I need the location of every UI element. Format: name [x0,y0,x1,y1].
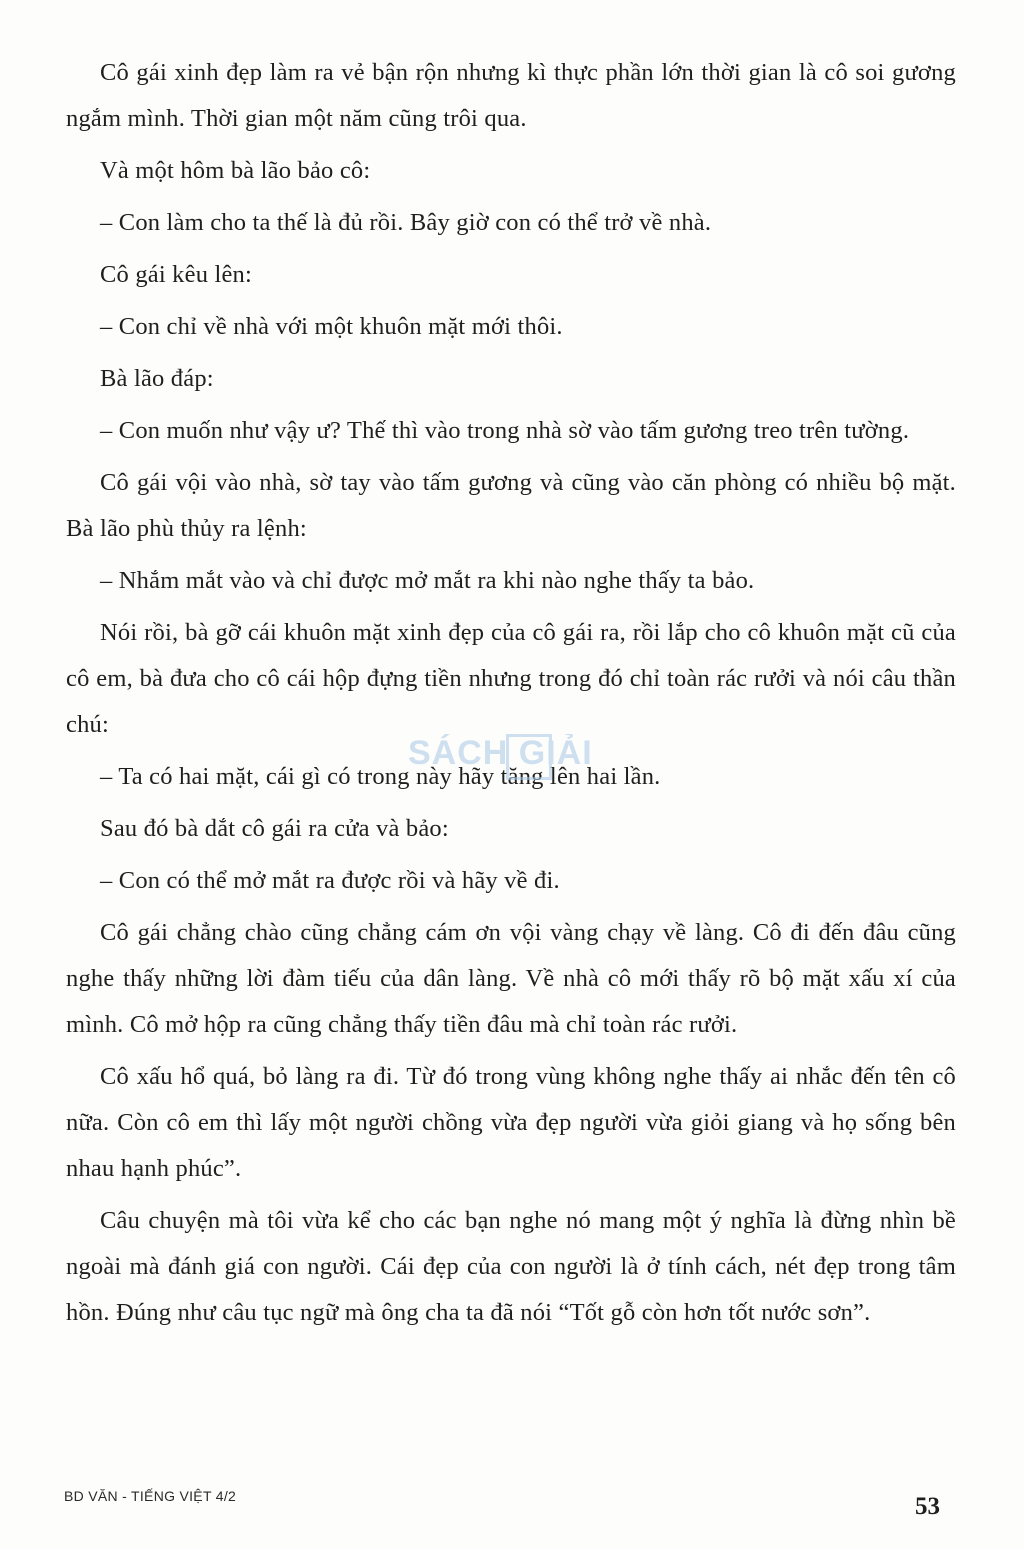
paragraph: Cô gái xinh đẹp làm ra vẻ bận rộn nhưng kì thực phần lớn thời gian là cô soi gương ngắm mình. Thời gian một năm cũng trôi qua. [66,59,956,132]
dialogue-line: – Con muốn như vậy ư? Thế thì vào trong nhà sờ vào tấm gương treo trên tường. [100,417,910,444]
paragraph: Cô gái vội vào nhà, sờ tay vào tấm gương và cũng vào căn phòng có nhiều bộ mặt. Bà lão phù thủy ra lệnh: [66,469,956,542]
story-text [66,50,956,1342]
dialogue-line: – Ta có hai mặt, cái gì có trong này hãy tăng lên hai lần. [100,763,661,790]
page-number: 53 [915,1493,940,1520]
paragraph: Sau đó bà dắt cô gái ra cửa và bảo: [100,815,449,842]
paragraph: Cô gái chẳng chào cũng chẳng cám ơn vội vàng chạy về làng. Cô đi đến đâu cũng nghe thấy những lời đàm tiếu của dân làng. Về nhà cô mới thấy rõ bộ mặt xấu xí của mình. Cô mở hộp ra cũng chẳng thấy tiền đâu mà chỉ toàn rác rưởi. [66,919,956,1038]
footer-book-label: BD VĂN - TIẾNG VIỆT 4/2 [64,1488,237,1504]
dialogue-line: – Con có thể mở mắt ra được rồi và hãy về đi. [100,867,560,894]
dialogue-line: – Con làm cho ta thế là đủ rồi. Bây giờ con có thể trở về nhà. [100,209,712,236]
paragraph: Và một hôm bà lão bảo cô: [100,157,371,184]
paragraph: Câu chuyện mà tôi vừa kể cho các bạn nghe nó mang một ý nghĩa là đừng nhìn bề ngoài mà đánh giá con người. Cái đẹp của con người là ở tính cách, nét đẹp trong tâm hồn. Đúng như câu tục ngữ mà ông cha ta đã nói “Tốt gỗ còn hơn tốt nước sơn”. [66,1207,956,1326]
watermark-logo [408,734,618,788]
dialogue-line: – Con chỉ về nhà với một khuôn mặt mới thôi. [100,313,563,340]
paragraph: Cô xấu hổ quá, bỏ làng ra đi. Từ đó trong vùng không nghe thấy ai nhắc đến tên cô nữa. Còn cô em thì lấy một người chồng vừa đẹp người vừa giỏi giang và họ sống bên nhau hạnh phúc”. [66,1063,956,1182]
paragraph: Nói rồi, bà gỡ cái khuôn mặt xinh đẹp của cô gái ra, rồi lắp cho cô khuôn mặt cũ của cô em, bà đưa cho cô cái hộp đựng tiền nhưng trong đó chỉ toàn rác rưởi và nói câu thần chú: [66,619,956,738]
watermark-text: SÁCH GIẢI [408,734,593,772]
paragraph: Bà lão đáp: [100,365,214,392]
dialogue-line: – Nhắm mắt vào và chỉ được mở mắt ra khi nào nghe thấy ta bảo. [100,567,755,594]
paragraph: Cô gái kêu lên: [100,261,253,288]
